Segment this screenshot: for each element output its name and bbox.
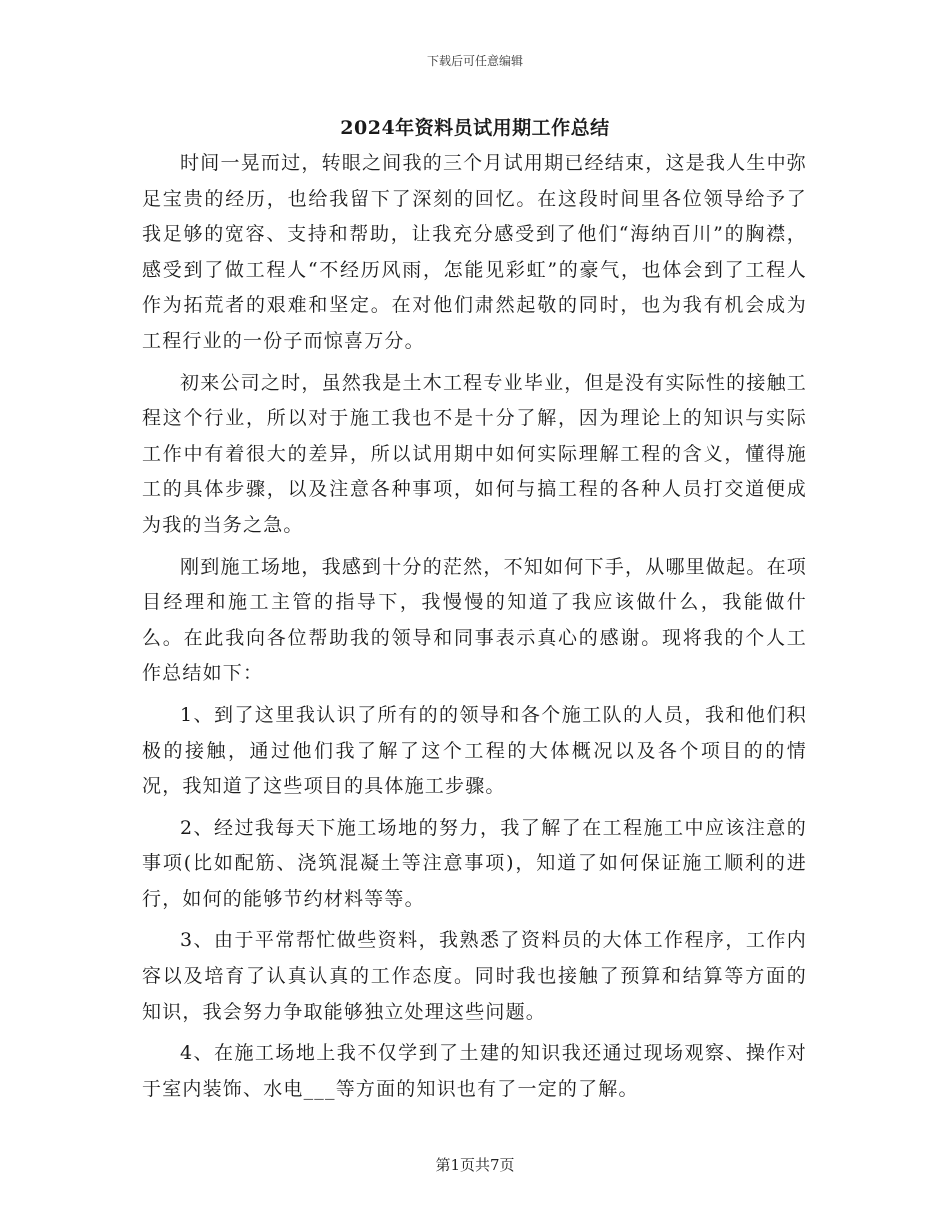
paragraph-intro: 时间一晃而过，转眼之间我的三个月试用期已经结束，这是我人生中弥足宝贵的经历，也给我留下了深刻的回忆。在这段时间里各位领导给予了我足够的宽容、支持和帮助，让我充分感受到了他们“海纳百川”的胸襟，感受到了做工程人“不经历风雨，怎能见彩虹”的豪气，也体会到了工程人作为拓荒者的艰难和坚定。在对他们肃然起敬的同时，也为我有机会成为工程行业的一份子而惊喜万分。	[142, 152, 807, 352]
page-number: 第1页共7页	[435, 1156, 515, 1174]
paragraph-arrival: 刚到施工场地，我感到十分的茫然，不知如何下手，从哪里做起。在项目经理和施工主管的指导下，我慢慢的知道了我应该做什么，我能做什么。在此我向各位帮助我的领导和同事表示真心的感谢。现将我的个人工作总结如下：	[142, 555, 807, 685]
paragraph-item-1: 1、到了这里我认识了所有的的领导和各个施工队的人员，我和他们积极的接触，通过他们我了解了这个工程的大体概况以及各个项目的的情况，我知道了这些项目的具体施工步骤。	[142, 703, 807, 798]
document-title: 2024年资料员试用期工作总结	[340, 117, 610, 139]
paragraph-item-3: 3、由于平常帮忙做些资料，我熟悉了资料员的大体工作程序，工作内容以及培育了认真认真的工作态度。同时我也接触了预算和结算等方面的知识，我会努力争取能够独立处理这些问题。	[142, 929, 807, 1023]
paragraph-item-2: 2、经过我每天下施工场地的努力，我了解了在工程施工中应该注意的事项(比如配筋、浇筑混凝土等注意事项)，知道了如何保证施工顺利的进行，如何的能够节约材料等等。	[142, 816, 807, 910]
paragraph-item-4: 4、在施工场地上我不仅学到了土建的知识我还通过现场观察、操作对于室内装饰、水电___等方面的知识也有了一定的了解。	[142, 1042, 807, 1100]
page-header-note: 下载后可任意编辑	[426, 54, 523, 68]
paragraph-background: 初来公司之时，虽然我是土木工程专业毕业，但是没有实际性的接触工程这个行业，所以对于施工我也不是十分了解，因为理论上的知识与实际工作中有着很大的差异，所以试用期中如何实际理解工程的含义，懂得施工的具体步骤，以及注意各种事项，如何与搞工程的各种人员打交道便成为我的当务之急。	[142, 371, 807, 536]
document-body	[142, 146, 807, 1113]
